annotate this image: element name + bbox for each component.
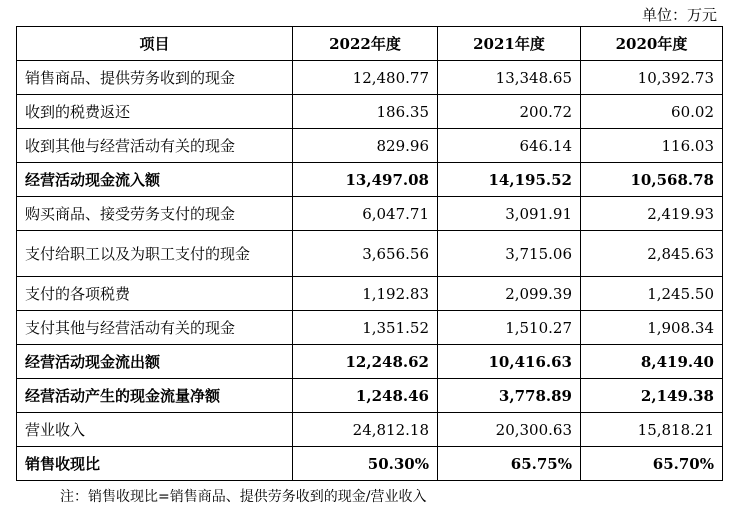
cell-2022: 24,812.18 [293,413,438,447]
table-row-subtotal [17,345,723,379]
row-label: 销售商品、提供劳务收到的现金 [17,61,293,95]
cell-2022: 186.35 [293,95,438,129]
cash-flow-table [16,26,723,481]
cell-2020: 116.03 [581,129,723,163]
cell-2022: 1,351.52 [293,311,438,345]
header-2022: 2022年度 [293,27,438,61]
table-row [17,311,723,345]
table-row [17,129,723,163]
cell-2022: 13,497.08 [293,163,438,197]
table-header-row [17,27,723,61]
cell-2020: 8,419.40 [581,345,723,379]
row-label: 收到其他与经营活动有关的现金 [17,129,293,163]
cell-2021: 1,510.27 [438,311,581,345]
row-label: 经营活动现金流出额 [17,345,293,379]
cell-2020: 1,245.50 [581,277,723,311]
cell-2021: 65.75% [438,447,581,481]
cell-2020: 60.02 [581,95,723,129]
cell-2021: 3,715.06 [438,231,581,277]
cell-2022: 50.30% [293,447,438,481]
cell-2022: 1,248.46 [293,379,438,413]
row-label: 购买商品、接受劳务支付的现金 [17,197,293,231]
cell-2021: 20,300.63 [438,413,581,447]
cell-2021: 3,091.91 [438,197,581,231]
cell-2022: 12,480.77 [293,61,438,95]
cell-2020: 15,818.21 [581,413,723,447]
row-label: 经营活动产生的现金流量净额 [17,379,293,413]
cell-2022: 1,192.83 [293,277,438,311]
cell-2021: 646.14 [438,129,581,163]
cell-2021: 13,348.65 [438,61,581,95]
cell-2022: 829.96 [293,129,438,163]
table-row-subtotal [17,163,723,197]
table-row [17,95,723,129]
row-label: 经营活动现金流入额 [17,163,293,197]
cell-2021: 10,416.63 [438,345,581,379]
cell-2022: 3,656.56 [293,231,438,277]
cell-2020: 2,419.93 [581,197,723,231]
row-label: 营业收入 [17,413,293,447]
table-row-ratio [17,447,723,481]
header-item: 项目 [17,27,293,61]
row-label: 支付给职工以及为职工支付的现金 [17,231,293,277]
cell-2020: 2,149.38 [581,379,723,413]
cell-2020: 10,568.78 [581,163,723,197]
cell-2021: 14,195.52 [438,163,581,197]
cell-2021: 3,778.89 [438,379,581,413]
cell-2020: 65.70% [581,447,723,481]
cell-2021: 200.72 [438,95,581,129]
header-2020: 2020年度 [581,27,723,61]
row-label: 支付的各项税费 [17,277,293,311]
footnote: 注：销售收现比=销售商品、提供劳务收到的现金/营业收入 [60,489,427,505]
table-row [17,413,723,447]
row-label: 收到的税费返还 [17,95,293,129]
cell-2020: 2,845.63 [581,231,723,277]
cell-2021: 2,099.39 [438,277,581,311]
cell-2022: 12,248.62 [293,345,438,379]
table-row [17,197,723,231]
table-row [17,61,723,95]
unit-label: 单位：万元 [641,6,717,24]
cell-2020: 1,908.34 [581,311,723,345]
header-2021: 2021年度 [438,27,581,61]
row-label: 支付其他与经营活动有关的现金 [17,311,293,345]
table-row [17,277,723,311]
cell-2020: 10,392.73 [581,61,723,95]
row-label: 销售收现比 [17,447,293,481]
table-row-subtotal [17,379,723,413]
table-row [17,231,723,277]
cell-2022: 6,047.71 [293,197,438,231]
